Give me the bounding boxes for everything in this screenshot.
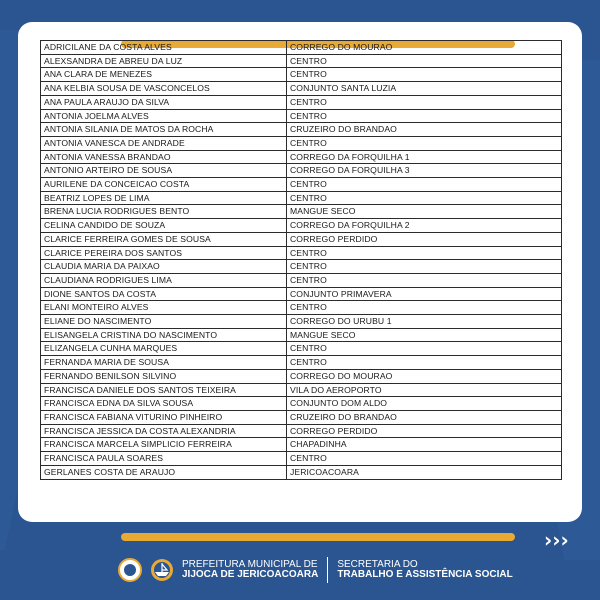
cell-name: FRANCISCA EDNA DA SILVA SOUSA (41, 397, 287, 411)
ship-logo-icon (148, 557, 176, 583)
municipal-seal-icon (118, 558, 142, 582)
footer-divider (327, 557, 328, 583)
table-row (41, 123, 562, 137)
secretaria-text (337, 560, 512, 580)
cell-neighborhood: CORREGO PERDIDO (287, 232, 562, 246)
prefeitura-line2: JIJOCA DE JERICOACOARA (182, 569, 319, 580)
cell-name: CLARICE FERREIRA GOMES DE SOUSA (41, 232, 287, 246)
cell-name: ANA CLARA DE MENEZES (41, 68, 287, 82)
cell-name: ADRICILANE DA COSTA ALVES (41, 41, 287, 55)
table-row (41, 246, 562, 260)
table-row (41, 95, 562, 109)
cell-neighborhood: CENTRO (287, 356, 562, 370)
cell-neighborhood: CORREGO DA FORQUILHA 2 (287, 219, 562, 233)
cell-neighborhood: CENTRO (287, 136, 562, 150)
footer-logos (118, 555, 513, 585)
cell-neighborhood: CORREGO DA FORQUILHA 1 (287, 150, 562, 164)
cell-neighborhood: CORREGO DO MOURAO (287, 369, 562, 383)
cell-neighborhood: VILA DO AEROPORTO (287, 383, 562, 397)
cell-neighborhood: CRUZEIRO DO BRANDAO (287, 410, 562, 424)
next-page-arrows[interactable] (544, 528, 569, 552)
table-row (41, 356, 562, 370)
table-row (41, 205, 562, 219)
cell-neighborhood: CENTRO (287, 260, 562, 274)
cell-name: ANA PAULA ARAUJO DA SILVA (41, 95, 287, 109)
table-row (41, 150, 562, 164)
cell-neighborhood: CENTRO (287, 452, 562, 466)
cell-neighborhood: CENTRO (287, 246, 562, 260)
cell-neighborhood: CENTRO (287, 95, 562, 109)
cell-name: CLARICE PEREIRA DOS SANTOS (41, 246, 287, 260)
table-row (41, 232, 562, 246)
table-row (41, 136, 562, 150)
cell-name: BEATRIZ LOPES DE LIMA (41, 191, 287, 205)
table-row (41, 424, 562, 438)
cell-name: FERNANDA MARIA DE SOUSA (41, 356, 287, 370)
table-row (41, 438, 562, 452)
cell-name: CELINA CANDIDO DE SOUZA (41, 219, 287, 233)
cell-neighborhood: CENTRO (287, 178, 562, 192)
prefeitura-line1: PREFEITURA MUNICIPAL DE (182, 559, 318, 570)
cell-neighborhood: CORREGO PERDIDO (287, 424, 562, 438)
table-row (41, 465, 562, 479)
cell-neighborhood: MANGUE SECO (287, 328, 562, 342)
cell-name: DIONE SANTOS DA COSTA (41, 287, 287, 301)
cell-neighborhood: CENTRO (287, 68, 562, 82)
cell-name: ANTONIA SILANIA DE MATOS DA ROCHA (41, 123, 287, 137)
table-row (41, 82, 562, 96)
secretaria-line2: TRABALHO E ASSISTÊNCIA SOCIAL (337, 569, 513, 580)
table-row (41, 54, 562, 68)
beneficiary-table (40, 40, 562, 480)
secretaria-line1: SECRETARIA DO (337, 559, 418, 570)
table-row (41, 260, 562, 274)
cell-name: ELIZANGELA CUNHA MARQUES (41, 342, 287, 356)
cell-name: FERNANDO BENILSON SILVINO (41, 369, 287, 383)
cell-name: GERLANES COSTA DE ARAUJO (41, 465, 287, 479)
cell-name: ELIANE DO NASCIMENTO (41, 315, 287, 329)
cell-neighborhood: CENTRO (287, 342, 562, 356)
cell-name: FRANCISCA DANIELE DOS SANTOS TEIXEIRA (41, 383, 287, 397)
cell-name: ANTONIA JOELMA ALVES (41, 109, 287, 123)
cell-name: CLAUDIA MARIA DA PAIXAO (41, 260, 287, 274)
table-row (41, 109, 562, 123)
prefeitura-text (182, 560, 318, 580)
table-row (41, 342, 562, 356)
cell-neighborhood: CORREGO DO MOURAO (287, 41, 562, 55)
table-row (41, 328, 562, 342)
cell-neighborhood: CONJUNTO PRIMAVERA (287, 287, 562, 301)
table-row (41, 41, 562, 55)
table-row (41, 452, 562, 466)
table-row (41, 287, 562, 301)
cell-name: ANTONIA VANESCA DE ANDRADE (41, 136, 287, 150)
cell-neighborhood: CORREGO DO URUBU 1 (287, 315, 562, 329)
table-row (41, 164, 562, 178)
table-row (41, 273, 562, 287)
table-row (41, 219, 562, 233)
cell-neighborhood: CONJUNTO SANTA LUZIA (287, 82, 562, 96)
table-row (41, 383, 562, 397)
cell-neighborhood: CENTRO (287, 191, 562, 205)
accent-bar-bottom (121, 533, 515, 541)
table-row (41, 301, 562, 315)
cell-name: ANTONIO ARTEIRO DE SOUSA (41, 164, 287, 178)
cell-neighborhood: JERICOACOARA (287, 465, 562, 479)
table-row (41, 191, 562, 205)
cell-neighborhood: MANGUE SECO (287, 205, 562, 219)
cell-name: ANTONIA VANESSA BRANDAO (41, 150, 287, 164)
table-row (41, 410, 562, 424)
cell-name: AURILENE DA CONCEICAO COSTA (41, 178, 287, 192)
beneficiary-table-body (41, 41, 562, 480)
cell-neighborhood: CENTRO (287, 54, 562, 68)
cell-neighborhood: CENTRO (287, 273, 562, 287)
cell-neighborhood: CONJUNTO DOM ALDO (287, 397, 562, 411)
cell-name: FRANCISCA JESSICA DA COSTA ALEXANDRIA (41, 424, 287, 438)
cell-name: FRANCISCA PAULA SOARES (41, 452, 287, 466)
cell-name: FRANCISCA MARCELA SIMPLICIO FERREIRA (41, 438, 287, 452)
cell-name: ALEXSANDRA DE ABREU DA LUZ (41, 54, 287, 68)
table-row (41, 397, 562, 411)
chevrons-right-icon: ››› (544, 528, 569, 552)
cell-name: CLAUDIANA RODRIGUES LIMA (41, 273, 287, 287)
cell-name: ANA KELBIA SOUSA DE VASCONCELOS (41, 82, 287, 96)
table-row (41, 369, 562, 383)
cell-neighborhood: CENTRO (287, 109, 562, 123)
table-row (41, 68, 562, 82)
cell-neighborhood: CRUZEIRO DO BRANDAO (287, 123, 562, 137)
cell-neighborhood: CENTRO (287, 301, 562, 315)
cell-name: ELANI MONTEIRO ALVES (41, 301, 287, 315)
cell-name: FRANCISCA FABIANA VITURINO PINHEIRO (41, 410, 287, 424)
cell-neighborhood: CORREGO DA FORQUILHA 3 (287, 164, 562, 178)
table-row (41, 315, 562, 329)
table-row (41, 178, 562, 192)
cell-neighborhood: CHAPADINHA (287, 438, 562, 452)
cell-name: ELISANGELA CRISTINA DO NASCIMENTO (41, 328, 287, 342)
cell-name: BRENA LUCIA RODRIGUES BENTO (41, 205, 287, 219)
